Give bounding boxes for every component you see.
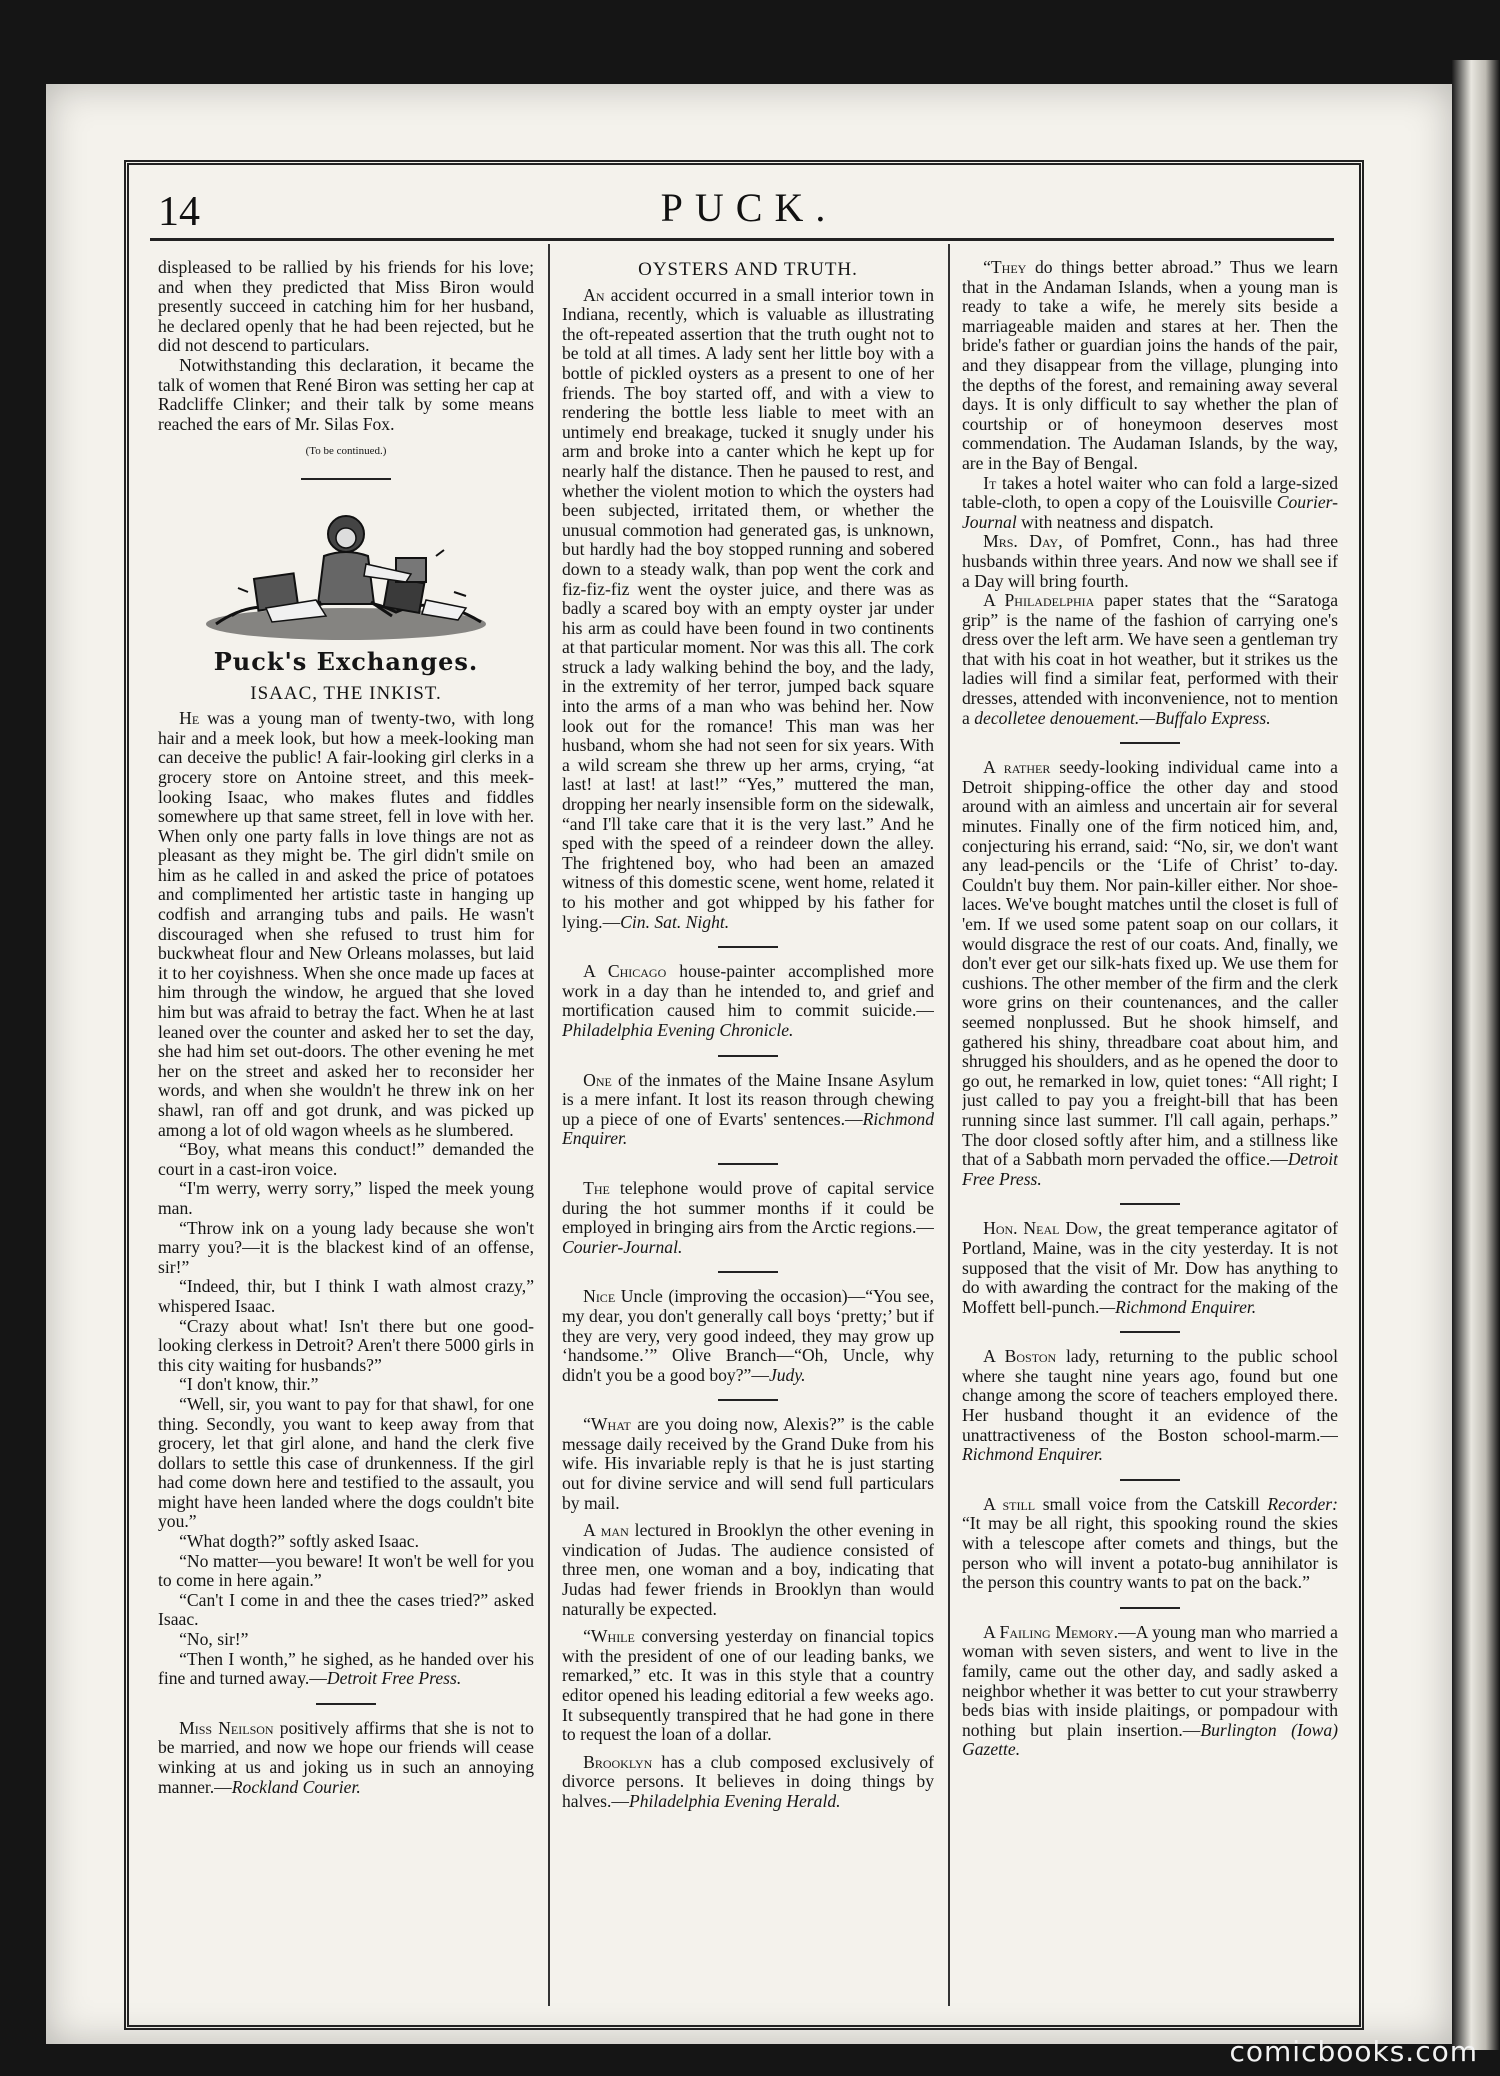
paragraph-text: lectured in Brooklyn the other evening in vindication of Judas. The audience consisted of three men, one woman and a boy, indicating that Judas had fewer friends in Brooklyn than would naturally be expected. (562, 1520, 934, 1619)
source-credit: Detroit Free Press. (962, 1149, 1338, 1189)
source-credit: Judy. (768, 1364, 806, 1385)
paragraph-text: —A young man who married a woman with seven sisters, and went to live in the family, came out the other day, and sadly asked a neighbor whether it was better to cut your strawberry beds bias with inside plaitings, or pompadour with nothing but plain insertion.— (962, 1621, 1338, 1740)
puck-vignette-illustration (196, 496, 496, 646)
lead-word: An (583, 284, 605, 305)
article-paragraph (562, 1521, 934, 1619)
continued-paragraph: Notwithstanding this declaration, it became the talk of women that René Biron was setting her cap at Radcliffe Clinker; and their talk by some means reached the ears of Mr. Silas Fox. (158, 354, 534, 434)
article-paragraph (562, 1179, 934, 1257)
paragraph-text: telephone would prove of capital service during the hot summer months if it could be employed in bringing airs from the Arctic regions.— (562, 1177, 934, 1238)
lead-word: Brooklyn (583, 1751, 653, 1772)
paragraph-text: conversing yesterday on financial topics with the president of one of our leading banks, we remarked,” etc. It was in this style that a country editor opened his leading editorial a few weeks ago. It subsequently transpired that he had gone in there to request the loan of a dollar. (562, 1626, 934, 1745)
separator-rule (1120, 1331, 1180, 1333)
paragraph-text: of the inmates of the Maine Insane Asylum is a mere infant. It lost its reason through chewing up a piece of one of Evarts' sentences.— (562, 1069, 934, 1129)
lead-word: The (583, 1177, 610, 1198)
separator-rule (1120, 1203, 1180, 1205)
separator-rule (316, 1703, 376, 1705)
lead-word: “What (583, 1414, 631, 1435)
source-credit: Richmond Enquirer. (962, 1444, 1104, 1465)
paragraph-text: are you doing now, Alexis?” is the cable message daily received by the Grand Duke from his wife. His invariable reply is that he is just starting out for divine service and will send full particulars by mail. (562, 1414, 934, 1513)
paragraph-text: the great temperance agitator of Portland, Maine, was in the city yesterday. It is not supposed that the visit of Mr. Dow has anything to do with awarding the contract for the making of the Moffett bell-punch. (962, 1218, 1338, 1317)
separator-rule (718, 1055, 778, 1057)
article-paragraph (962, 591, 1338, 728)
article-paragraph (562, 1287, 934, 1385)
paragraph-text: do things better abroad.” Thus we learn that in the Andaman Islands, when a young man is ready to take a wife, he merely sits beside a marriageable maiden and stares at her. Then the bride's father or guardian joins the hands of the pair, and they disappear from the village, plunging into the depths of the forest, and remaining away several days. It is only difficult to say whether the plan of courtship or of honeymoon deserves most commendation. The Audaman Islands, by the way, are in the Bay of Bengal. (962, 258, 1338, 473)
column-rule (948, 244, 950, 2006)
source-credit: Philadelphia Evening Chronicle. (562, 1019, 794, 1040)
lead-word: A Boston (983, 1346, 1057, 1367)
column-rule (548, 244, 550, 2006)
lead-word: A Chicago (583, 961, 667, 982)
article-paragraph (562, 1071, 934, 1149)
paragraph-text: “Then I wonth,” he sighed, as he handed over his fine and turned away.— (158, 1648, 534, 1689)
lead-word: Hon. Neal Dow, (983, 1218, 1103, 1239)
source-credit: Courier-Journal. (562, 1236, 683, 1257)
paragraph-text: small voice from the Catskill (1035, 1493, 1268, 1514)
source-credit: —Richmond Enquirer. (1099, 1296, 1257, 1317)
paragraph-text: paper states that the “Saratoga grip” is the name of the fashion of carrying one's dress over the left arm. We have seen a gentleman try that with his coat in hot weather, but it strikes us the ladies will find a similar feat, performed with their dresses, attended with inconvenience, not to mention a (962, 590, 1338, 728)
dialogue-line: “Indeed, thir, but I think I wath almost crazy,” whispered Isaac. (158, 1276, 534, 1316)
header-rule (150, 238, 1334, 241)
lead-word: Miss Neilson (179, 1717, 274, 1738)
article-paragraph (562, 1627, 934, 1745)
to-be-continued: (To be continued.) (305, 445, 387, 458)
article-paragraph (962, 1347, 1338, 1465)
magazine-page (46, 84, 1452, 2044)
source-credit: Richmond Enquirer. (562, 1108, 934, 1149)
article-paragraph (962, 1623, 1338, 1760)
article-paragraph (158, 709, 534, 1140)
separator-rule (718, 1399, 778, 1401)
source-credit: Rockland Courier. (231, 1776, 361, 1797)
lead-word: A still (983, 1493, 1036, 1514)
dialogue-line: “Throw ink on a young lady because she won't marry you?—it is the blackest kind of an offense, sir!” (158, 1217, 534, 1277)
column-2 (562, 258, 934, 2008)
italic-text: Recorder: (1267, 1493, 1338, 1514)
article-heading: ISAAC, THE INKIST. (250, 682, 442, 704)
article-paragraph (962, 1219, 1338, 1317)
dialogue-line (158, 1650, 534, 1689)
paragraph-text: “It may be all right, this spooking round the skies with a telescope after comets and things, but the person who will invent a potato-bug annihilator is the person this country wants to pat on the back.” (962, 1513, 1338, 1593)
dialogue-line: “No matter—you beware! It won't be well for you to come in here again.” (158, 1550, 534, 1591)
paragraph-text: Uncle (improving the occasion)—“You see, my dear, you don't generally call boys ‘pretty;’ but if they are very, very good indeed, they may grow up ‘handsome.’” Olive Branch—“Oh, Uncle, why didn't you be a good boy?”— (562, 1286, 934, 1385)
article-paragraph (562, 1415, 934, 1513)
separator-rule (1120, 1607, 1180, 1609)
lead-word: A Failing Memory. (983, 1621, 1119, 1642)
paragraph-text: has a club composed exclusively of divorce persons. It believes in doing things by halves.— (562, 1751, 934, 1811)
article-paragraph (962, 758, 1338, 1189)
dialogue-line: “Boy, what means this conduct!” demanded the court in a cast-iron voice. (158, 1139, 534, 1179)
lead-word: “While (583, 1626, 635, 1647)
continued-paragraph: displeased to be rallied by his friends for his love; and when they predicted that Miss Biron would presently succeed in catching him for her husband, he declared openly that he had been rejected, but he did not descend to particulars. (158, 258, 534, 356)
section-title-pucks-exchanges: Puck's Exchanges. (213, 646, 479, 676)
lead-word: “They (983, 258, 1027, 277)
lead-word: He (179, 708, 200, 729)
article-paragraph (962, 532, 1338, 591)
separator-rule (718, 946, 778, 948)
source-credit: Courier-Journal (962, 492, 1338, 532)
lead-word: Mrs. Day, (983, 531, 1063, 552)
dialogue-line: “Crazy about what! Isn't there but one good-looking clerkess in Detroit? Aren't there 5000 girls in this city waiting for husbands?” (158, 1315, 534, 1375)
paragraph-text: was a young man of twenty-two, with long hair and a meek look, but how a meek-looking man can deceive the public! A fair-looking girl clerks in a grocery store on Antoine street, and this meek-looking Isaac, who makes flutes and fiddles somewhere up that same street, fell in love with her. When only one party falls in love things are not as pleasant as they might be. The girl didn't smile on him as he called in and asked the price of potatoes and complimented her artistic taste in hanging up codfish and arranging tubs and pails. He wasn't discouraged when she refused to trust him for buckwheat flour and New Orleans molasses, but laid it to her coyishness. When she once made up faces at him through the window, he argued that she loved him but was afraid to betray the fact. When he at last leaned over the counter and asked her to set the day, she had him set out-doors. The other evening he met her on the street and asked her to reconsider her words, and when she wouldn't he threw ink on her shawl, ran off and got drunk, and was picked up among a lot of old wagon wheels as he slumbered. (158, 708, 534, 1140)
lead-word: Nice (583, 1286, 616, 1307)
separator-rule (718, 1163, 778, 1165)
italic-text: decolletee denouement. (974, 707, 1140, 728)
separator-rule (1120, 742, 1180, 744)
lead-word: A Philadelphia (983, 590, 1095, 611)
paragraph-text: of Pomfret, Conn., has had three husbands within three years. And now we shall see if a Day will bring fourth. (962, 531, 1338, 591)
paragraph-text: with neatness and dispatch. (1016, 511, 1214, 532)
article-paragraph (962, 1495, 1338, 1593)
column-3 (962, 258, 1338, 2008)
page-number: 14 (158, 189, 200, 235)
article-heading: OYSTERS AND TRUTH. (638, 259, 858, 280)
source-credit: Detroit Free Press. (326, 1668, 462, 1689)
dialogue-line: “Well, sir, you want to pay for that shawl, for one thing. Secondly, you want to keep away from that grocery, let that girl alone, and hand the clerk five dollars to settle this case of drunkenness. If the girl had come down here and testified to the assault, you might have heen landed where the dogs couldn't bite you.” (158, 1393, 534, 1532)
paragraph-text: seedy-looking individual came into a Detroit shipping-office the other day and stood around with an aimless and uncertain air for several minutes. Finally one of the firm noticed him, and, conjecturing his errand, said: “No, sir, we don't want any lead-pencils or the ‘Life of Christ’ to-day. Couldn't buy them. Nor pain-killer either. Nor shoe-laces. We've bought matches until the closet is full of 'em. If we used some patent soap on our collars, it would disgrace the rest of our coats. And, finally, we don't ever get our silk-hats fixed up. We use them for cushions. The other member of the firm and the clerk wore grins on their countenances, and the caller seemed nonplussed. But he shook himself, and gathered his shiny, threadbare coat about him, and shrugged his shoulders, and as he opened the door to go out, he remarked in low, quiet tones: “All right; I just called to pay you a freight-bill that has been running since last summer. I'll call again, perhaps.” The door closed softly after him, and a stillness like that of a Sabbath morn pervaded the office.— (962, 757, 1338, 1170)
source-credit: Philadelphia Evening Herald. (628, 1790, 841, 1811)
lead-word: A man (583, 1520, 629, 1541)
separator-rule (301, 478, 391, 480)
lead-word: One (583, 1069, 612, 1090)
source-credit: —Buffalo Express. (1139, 707, 1271, 728)
article-paragraph (158, 1719, 534, 1797)
article-paragraph (562, 962, 934, 1040)
lead-word: A rather (983, 757, 1051, 778)
book-spine (1452, 60, 1500, 2050)
paragraph-text: takes a hotel waiter who can fold a large-sized table-cloth, to open a copy of the Louisville (962, 472, 1338, 513)
article-paragraph (962, 474, 1338, 533)
article-paragraph (562, 286, 934, 933)
paragraph-text: accident occurred in a small interior town in Indiana, recently, which is valuable as illustrating the oft-repeated assertion that the truth ought not to be told at all times. A lady sent her little boy with a bottle of pickled oysters as a present to one of her friends. The boy started off, and with a view to rendering the bottle less liable to meet with an untimely end breakage, tucked it snugly under his arm and broke into a canter which he kept up for nearly half the distance. Then he paused to rest, and whether the violent motion to which the oysters had been subjected, irritated them, or whether the unusual commotion had generated gas, is unknown, but hardly had the boy stopped running and sobered down to a steady walk, than pop went the cork and fiz-fiz-fiz went the oyster juice, and there was as badly a scared boy with an empty oyster jar under his arm as could have been found in two continents at that particular moment. Nor was this all. The cork struck a lady walking behind the boy, and the lady, in the extremity of her terror, jumped back square into the arms of a man who was behind her. Now look out for the romance! This man was her husband, whom she had not seen for six years. With a wild scream she threw up her arms, crying, “at last! at last! at last!” “Yes,” muttered the man, dropping her nearly insensible form on the sidewalk, “and I'll take care that it is the very last.” And he sped with the speed of a reindeer down the alley. The frightened boy, who had been an amazed witness of this domestic scene, went home, related it to his mother and got whipped by his father for lying.— (562, 284, 934, 932)
paragraph-text: house-painter accomplished more work in a day than he intended to, and grief and mortification caused him to commit suicide.— (562, 961, 934, 1021)
dialogue-line: “Can't I come in and thee the cases tried?” asked Isaac. (158, 1589, 534, 1630)
dialogue-line: “No, sir!” (179, 1629, 249, 1650)
source-credit: Burlington (Iowa) Gazette. (962, 1719, 1338, 1760)
separator-rule (1120, 1479, 1180, 1481)
lead-word: It (983, 472, 997, 493)
separator-rule (718, 1271, 778, 1273)
paragraph-text: positively affirms that she is not to be married, and now we hope our friends will cease winking at us and joking us in such an annoying manner.— (158, 1717, 534, 1797)
column-1 (158, 258, 534, 2008)
watermark: comicbooks.com (1229, 2035, 1478, 2068)
paragraph-text: lady, returning to the public school where she taught nine years ago, found but one change among the score of teachers employed there. Her husband thought it an evidence of the unattractiveness of the Boston school-marm.— (962, 1346, 1338, 1445)
masthead: PUCK. (660, 185, 838, 230)
article-paragraph (562, 1753, 934, 1812)
dialogue-line: “I don't know, thir.” (179, 1374, 319, 1395)
source-credit: Cin. Sat. Night. (620, 911, 730, 932)
article-paragraph (962, 258, 1338, 474)
dialogue-line: “What dogth?” softly asked Isaac. (179, 1531, 419, 1552)
dialogue-line: “I'm werry, werry sorry,” lisped the meek young man. (158, 1178, 534, 1218)
